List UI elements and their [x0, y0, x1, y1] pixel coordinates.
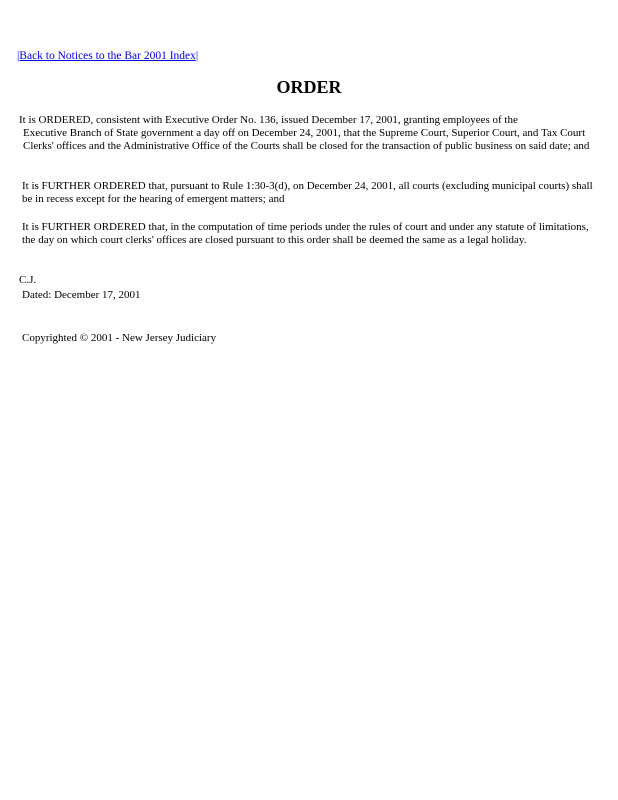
order-paragraph-2: It is FURTHER ORDERED that, pursuant to Rule 1:30-3(d), on December 24, 2001, all courts (excluding municipal courts) shall be in recess except for the hearing of emergent matters; and: [22, 180, 593, 205]
signature-title: C.J.: [19, 274, 37, 286]
order-paragraph-1: [19, 114, 599, 153]
order-paragraph-3: It is FURTHER ORDERED that, in the computation of time periods under the rules of court and under any statute of limitations, the day on which court clerks' offices are closed pursuant to this order shall be deemed the same as a legal holiday.: [22, 221, 589, 246]
copyright-notice: Copyrighted © 2001 - New Jersey Judiciary: [22, 332, 217, 344]
order-paragraph-1-continuation: Executive Branch of State government a day off on December 24, 2001, that the Supreme Court, Superior Court, and Tax Court Clerks' offices and the Administrative Office of the Courts shall be closed for the transaction of public business on said date; and: [23, 127, 590, 152]
back-to-index-link[interactable]: |Back to Notices to the Bar 2001 Index|: [17, 50, 199, 62]
signature-block: [19, 274, 141, 302]
dated-line: Dated: December 17, 2001: [22, 289, 141, 301]
order-paragraph-1-first-line: It is ORDERED, consistent with Executive Order No. 136, issued December 17, 2001, granting employees of the: [19, 114, 518, 126]
page-title: ORDER: [276, 77, 342, 97]
